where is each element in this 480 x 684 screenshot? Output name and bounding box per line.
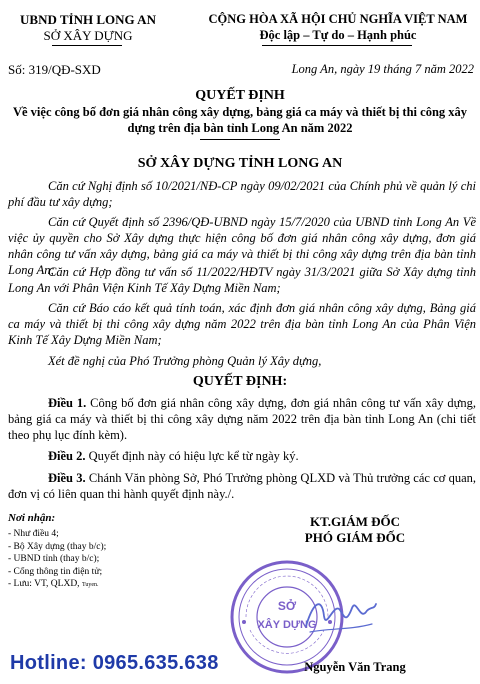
recipient-suffix: Tuyen.	[81, 582, 99, 588]
decision-subject: Về việc công bố đơn giá nhân công xây dựng, bảng giá ca máy và thiết bị thi công xây dựng trên địa bàn tỉnh Long An năm 2022	[12, 105, 468, 135]
document-date: Long An, ngày 19 tháng 7 năm 2022	[291, 62, 474, 76]
preamble-paragraph: Xét đề nghị của Phó Trưởng phòng Quản lý Xây dựng,	[48, 354, 322, 368]
article-text: Chánh Văn phòng Sở, Phó Trưởng phòng QLXD và Thủ trưởng các cơ quan, đơn vị có liên quan thi hành quyết định này./.	[8, 471, 477, 501]
seal-text-top: SỞ	[277, 599, 297, 613]
agency-name: UBND TỈNH LONG AN	[20, 12, 156, 27]
article-3	[8, 470, 476, 502]
article-1	[8, 395, 476, 443]
recipient-item: - Cổng thông tin điện tử;	[8, 566, 103, 577]
subject-underline	[200, 139, 280, 140]
signature-subrole: PHÓ GIÁM ĐỐC	[304, 530, 406, 545]
decision-title: QUYẾT ĐỊNH	[195, 88, 285, 103]
article-label: Điều 2.	[48, 449, 86, 463]
decide-heading: QUYẾT ĐỊNH:	[192, 374, 288, 389]
motto-underline	[262, 45, 412, 46]
article-label: Điều 3.	[48, 471, 86, 485]
article-text: Công bố đơn giá nhân công xây dựng, đơn giá nhân công tư vấn xây dựng, bảng giá ca máy và thiết bị thi công xây dựng năm 2022 trên địa bàn tỉnh Long An (chi tiết theo phụ lục đính kèm).	[8, 396, 477, 442]
recipient-item: - Như điều 4;	[8, 529, 59, 539]
recipient-item: - UBND tỉnh (thay b/c);	[8, 554, 100, 564]
agency-underline	[52, 45, 122, 46]
hotline-text: Hotline: 0965.635.638	[10, 652, 219, 674]
article-label: Điều 1.	[48, 396, 87, 410]
article-text: Quyết định này có hiệu lực kể từ ngày ký.	[85, 449, 299, 463]
preamble-paragraph: Căn cứ Báo cáo kết quả tính toán, xác định đơn giá nhân công xây dựng, Bảng giá ca máy và thiết bị thi công xây dựng năm 2022 trên địa bàn tỉnh Long An của Phân Viện Kinh Tế Xây Dựng Miền Nam;	[8, 301, 476, 347]
preamble-paragraph: Căn cứ Quyết định số 2396/QĐ-UBND ngày 15/7/2020 của UBND tỉnh Long An Về việc ủy quyền cho Sở Xây dựng thực hiện công bố đơn giá nhân công xây dựng, đơn giá nhân công tư vấn xây dựng, bảng giá ca máy và thiết bị thi công xây dựng trên địa bàn tỉnh Long An;	[8, 215, 476, 277]
issuing-authority: SỞ XÂY DỰNG TỈNH LONG AN	[137, 156, 343, 171]
signer-name: Nguyễn Văn Trang	[304, 660, 406, 674]
agency-department: SỞ XÂY DỰNG	[43, 28, 133, 43]
recipient-item: - Bộ Xây dựng (thay b/c);	[8, 541, 107, 552]
preamble-paragraph: Căn cứ Nghị định số 10/2021/NĐ-CP ngày 09/02/2021 của Chính phủ về quản lý chi phí đầu tư xây dựng;	[8, 179, 476, 209]
national-motto: Độc lập – Tự do – Hạnh phúc	[259, 28, 417, 42]
recipients-list	[8, 528, 106, 592]
recipient-item	[8, 578, 106, 592]
document-number: Số: 319/QĐ-SXD	[8, 62, 101, 77]
national-title: CỘNG HÒA XÃ HỘI CHỦ NGHĨA VIỆT NAM	[208, 12, 468, 26]
signature-role: KT.GIÁM ĐỐC	[309, 514, 401, 529]
article-2	[8, 448, 476, 464]
preamble-paragraph: Căn cứ Hợp đồng tư vấn số 11/2022/HĐTV ngày 31/3/2021 giữa Sở Xây dựng tỉnh Long An với Phân Viện Kinh Tế Xây Dựng Miền Nam;	[8, 265, 476, 295]
seal-text-bottom: XÂY DỰNG	[257, 619, 317, 631]
recipients-title: Nơi nhận:	[8, 512, 56, 524]
recipient-text: - Lưu: VT, QLXD,	[8, 579, 80, 589]
handwritten-signature-icon	[300, 590, 380, 640]
